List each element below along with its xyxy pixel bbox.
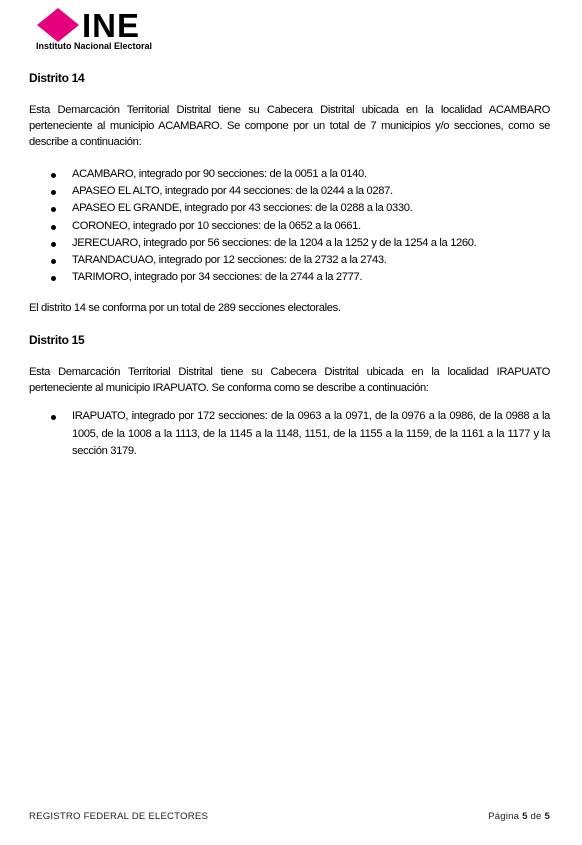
bullet-icon: [51, 276, 56, 281]
bullet-icon: [51, 190, 56, 195]
section-title: Distrito 14: [29, 71, 85, 85]
bullet-icon: [51, 173, 56, 178]
list-item: TARANDACUAO, integrado por 12 secciones: de la 2732 a la 2743.: [29, 252, 550, 269]
bullet-icon: [51, 259, 56, 264]
document-body: [29, 70, 550, 460]
list-item: CORONEO, integrado por 10 secciones: de la 0652 a la 0661.: [29, 218, 550, 235]
section-intro: Esta Demarcación Territorial Distrital tiene su Cabecera Distrital ubicada en la localidad IRAPUATO perteneciente al municipio IRAPUATO. Se conforma como se describe a continuación:: [29, 366, 550, 395]
section-title: Distrito 15: [29, 333, 85, 348]
list-item: JERECUARO, integrado por 56 secciones: de la 1204 a la 1252 y de la 1254 a la 1260.: [29, 235, 550, 252]
municipio-list: [29, 408, 550, 460]
bullet-icon: [51, 225, 56, 230]
footer-org: REGISTRO FEDERAL DE ELECTORES: [29, 811, 209, 822]
section-intro: Esta Demarcación Territorial Distrital tiene su Cabecera Distrital ubicada en la localidad ACAMBARO perteneciente al municipio ACAMBARO. Se compone por un total de 7 municipios y/o secciones, como se describe a continuación:: [29, 104, 550, 148]
list-item: ACAMBARO, integrado por 90 secciones: de la 0051 a la 0140.: [29, 166, 550, 183]
list-item: APASEO EL ALTO, integrado por 44 secciones: de la 0244 a la 0287.: [29, 183, 550, 200]
ine-diamond-icon: [34, 8, 82, 42]
list-item: IRAPUATO, integrado por 172 secciones: de la 0963 a la 0971, de la 0976 a la 0986, de la 0988 a la 1005, de la 1008 a la 1113, de la 1145 a la 1148, 1151, de la 1155 a la 1159, de la 1161 a la 1177 y la sección 3179.: [29, 408, 550, 460]
bullet-icon: [51, 415, 56, 420]
list-item: TARIMORO, integrado por 34 secciones: de la 2744 a la 2777.: [29, 269, 550, 286]
municipio-list: [29, 166, 550, 286]
page-number: Página 5 de 5: [488, 811, 550, 822]
list-item: APASEO EL GRANDE, integrado por 43 secciones: de la 0288 a la 0330.: [29, 200, 550, 217]
section-summary: El distrito 14 se conforma por un total de 289 secciones electorales.: [29, 302, 341, 315]
bullet-icon: [51, 207, 56, 212]
logo-subtitle: Instituto Nacional Electoral: [36, 41, 153, 51]
logo-text: INE: [82, 7, 141, 44]
ine-logo: [34, 8, 184, 54]
bullet-icon: [51, 242, 56, 247]
